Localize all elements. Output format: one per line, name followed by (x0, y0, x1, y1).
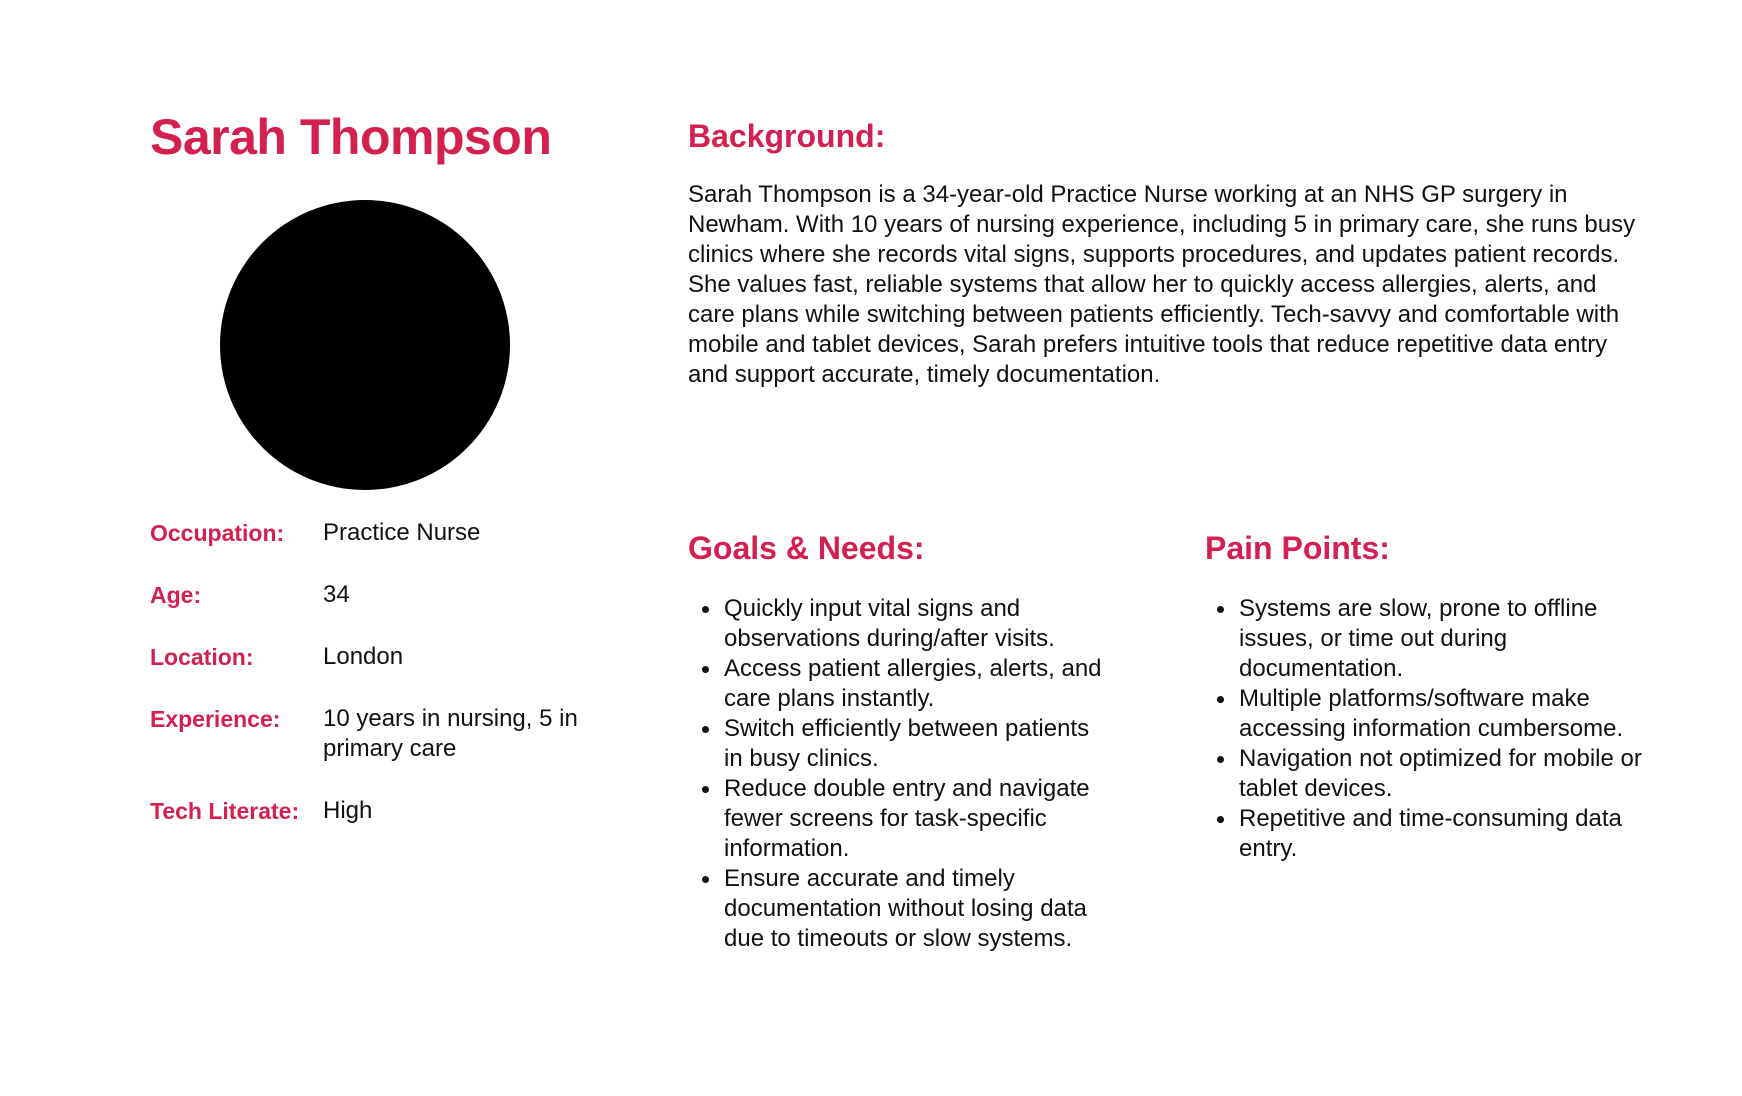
background-paragraph: Sarah Thompson is a 34-year-old Practice Nurse working at an NHS GP surgery in Newham. With 10 years of nursing experience, including 5 in primary care, she runs busy clinics where she records vital signs, supports procedures, and updates patient records. (688, 181, 1636, 268)
persona-name: Sarah Thompson (150, 109, 552, 165)
background-text (688, 180, 1638, 390)
avatar (220, 200, 510, 490)
goals-heading: Goals & Needs: (688, 530, 925, 566)
detail-value: High (323, 797, 373, 824)
list-item: Systems are slow, prone to offline issues, or time out during documentation. (1203, 594, 1643, 684)
detail-label: Age: (150, 582, 202, 608)
detail-label: Tech Literate: (150, 798, 300, 824)
background-heading: Background: (688, 118, 886, 154)
background-paragraph: She values fast, reliable systems that allow her to quickly access allergies, alerts, and care plans while switching between patients efficiently. Tech-savvy and comfortable with mobile and tablet devices, Sarah prefers intuitive tools that reduce repetitive data entry and support accurate, timely documentation. (688, 271, 1620, 388)
list-item: Switch efficiently between patients in busy clinics. (688, 714, 1108, 774)
detail-row-location (150, 642, 650, 672)
detail-row-tech-literate (150, 796, 650, 826)
detail-label: Experience: (150, 706, 281, 732)
list-item: Quickly input vital signs and observations during/after visits. (688, 594, 1108, 654)
detail-row-experience (150, 704, 650, 764)
list-item: Access patient allergies, alerts, and care plans instantly. (688, 654, 1108, 714)
detail-value: Practice Nurse (323, 519, 481, 546)
detail-label: Location: (150, 644, 254, 670)
list-item: Ensure accurate and timely documentation without losing data due to timeouts or slow systems. (688, 864, 1108, 954)
persona-details (150, 518, 650, 858)
pain-points-list (1203, 594, 1643, 864)
detail-value: 10 years in nursing, 5 in primary care (323, 705, 578, 762)
detail-row-occupation (150, 518, 650, 548)
list-item: Multiple platforms/software make accessing information cumbersome. (1203, 684, 1643, 744)
pain-points-heading: Pain Points: (1205, 530, 1390, 566)
detail-row-age (150, 580, 650, 610)
list-item: Reduce double entry and navigate fewer screens for task-specific information. (688, 774, 1108, 864)
list-item: Repetitive and time-consuming data entry. (1203, 804, 1643, 864)
detail-value: London (323, 643, 404, 670)
goals-list (688, 594, 1108, 954)
detail-value: 34 (323, 581, 350, 608)
list-item: Navigation not optimized for mobile or tablet devices. (1203, 744, 1643, 804)
detail-label: Occupation: (150, 520, 285, 546)
